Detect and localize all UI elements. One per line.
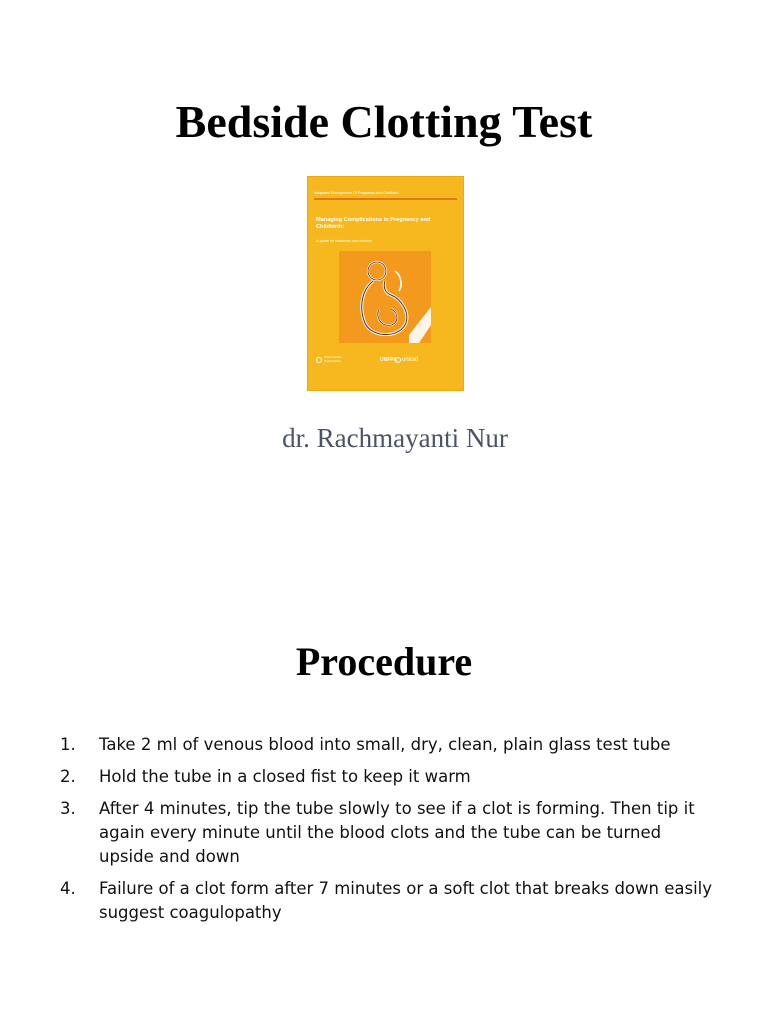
- step-text: After 4 minutes, tip the tube slowly to see if a clot is forming. Then tip it again every minute until the blood clots and the tube can be turned upside and down: [99, 799, 695, 866]
- step-text: Failure of a clot form after 7 minutes or a soft clot that breaks down easily suggest coagulopathy: [99, 879, 713, 922]
- unicef-emblem-icon: [395, 357, 401, 363]
- step-text: Hold the tube in a closed fist to keep it warm: [99, 767, 471, 786]
- procedure-list: [60, 733, 720, 933]
- step-number: 4.: [60, 879, 76, 898]
- list-item: [60, 733, 720, 757]
- step-number: 2.: [60, 767, 76, 786]
- cover-title: Managing Complications in Pregnancy and Childbirth:: [316, 217, 431, 230]
- step-text: Take 2 ml of venous blood into small, dry, clean, plain glass test tube: [99, 735, 671, 754]
- page-title: Bedside Clotting Test: [175, 96, 593, 147]
- cover-series-line: Integrated Management Of Pregnancy And Childbirth: [314, 191, 399, 195]
- who-emblem-icon: [316, 357, 322, 363]
- logo-unicef: unicef: [402, 357, 419, 363]
- author-name: dr. Rachmayanti Nur: [282, 423, 508, 453]
- cover-divider: [314, 198, 457, 200]
- procedure-heading: Procedure: [295, 639, 473, 684]
- step-number: 1.: [60, 735, 76, 754]
- book-cover-image: [308, 177, 463, 390]
- pregnant-woman-icon: [339, 251, 431, 343]
- list-item: [60, 797, 720, 869]
- step-number: 3.: [60, 799, 76, 818]
- list-item: [60, 877, 720, 925]
- cover-subtitle: A guide for midwives and doctors: [316, 239, 372, 243]
- logo-who: World Health Organization: [324, 355, 342, 363]
- logo-unfpa: UNFPA: [380, 357, 397, 363]
- pregnant-woman-illustration: [339, 251, 431, 343]
- list-item: [60, 765, 720, 789]
- cover-logos: [316, 355, 456, 365]
